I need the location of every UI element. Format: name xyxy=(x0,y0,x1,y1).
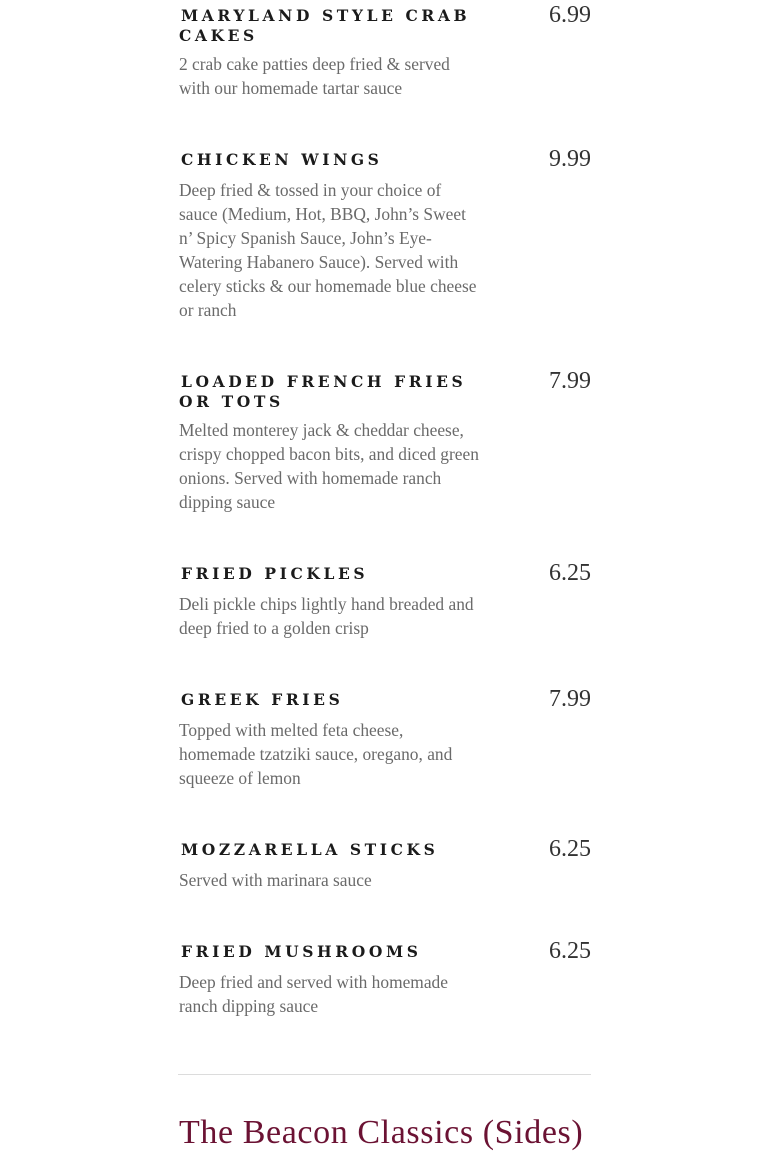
menu-item-name xyxy=(181,150,481,170)
menu-item-name xyxy=(181,372,481,412)
menu-item-name-line1: FRIED MUSHROOMS xyxy=(181,942,422,961)
menu-item-description: 2 crab cake patties deep fried & served with our homemade tartar sauce xyxy=(179,54,450,98)
menu-item-name-line1: LOADED FRENCH FRIES xyxy=(181,372,467,391)
section-divider xyxy=(178,1074,591,1075)
menu-item-price: 9.99 xyxy=(549,146,591,172)
menu-item-name-line1: GREEK FRIES xyxy=(181,690,344,709)
menu-item-name xyxy=(181,564,481,584)
menu-item-name xyxy=(181,840,481,860)
menu-item-name xyxy=(181,690,481,710)
menu-item-name-line1: CHICKEN WINGS xyxy=(181,150,383,169)
menu-item-name xyxy=(181,6,481,46)
menu-item-price: 6.99 xyxy=(549,2,591,28)
menu-item-price: 7.99 xyxy=(549,686,591,712)
section-title: The Beacon Classics (Sides) xyxy=(179,1114,584,1151)
menu-item-name-line1: FRIED PICKLES xyxy=(181,564,369,583)
menu-item-name-line1: MARYLAND STYLE CRAB xyxy=(181,6,471,25)
menu-item-price: 6.25 xyxy=(549,938,591,964)
menu-item-description: Melted monterey jack & cheddar cheese, crispy chopped bacon bits, and diced green onions. Served with homemade ranch dipping sauce xyxy=(179,420,479,512)
menu-item-name xyxy=(181,942,481,962)
menu-item-name-line2: OR TOTS xyxy=(179,392,284,411)
menu-item-price: 7.99 xyxy=(549,368,591,394)
menu-item-description: Deli pickle chips lightly hand breaded and deep fried to a golden crisp xyxy=(179,594,474,638)
menu-item-name-line1: MOZZARELLA STICKS xyxy=(181,840,439,859)
menu-item-name-line2: CAKES xyxy=(179,26,258,45)
menu-item-description: Topped with melted feta cheese, homemade tzatziki sauce, oregano, and squeeze of lemon xyxy=(179,720,453,788)
menu-item-description: Deep fried and served with homemade ranch dipping sauce xyxy=(179,972,448,1016)
menu-item-description: Served with marinara sauce xyxy=(179,870,372,890)
menu-item-price: 6.25 xyxy=(549,836,591,862)
menu-item-price: 6.25 xyxy=(549,560,591,586)
menu-item-description: Deep fried & tossed in your choice of sauce (Medium, Hot, BBQ, John’s Sweet n’ Spicy Spanish Sauce, John’s Eye-Watering Habanero Sauce). Served with celery sticks & our homemade blue cheese or ranch xyxy=(179,180,477,320)
